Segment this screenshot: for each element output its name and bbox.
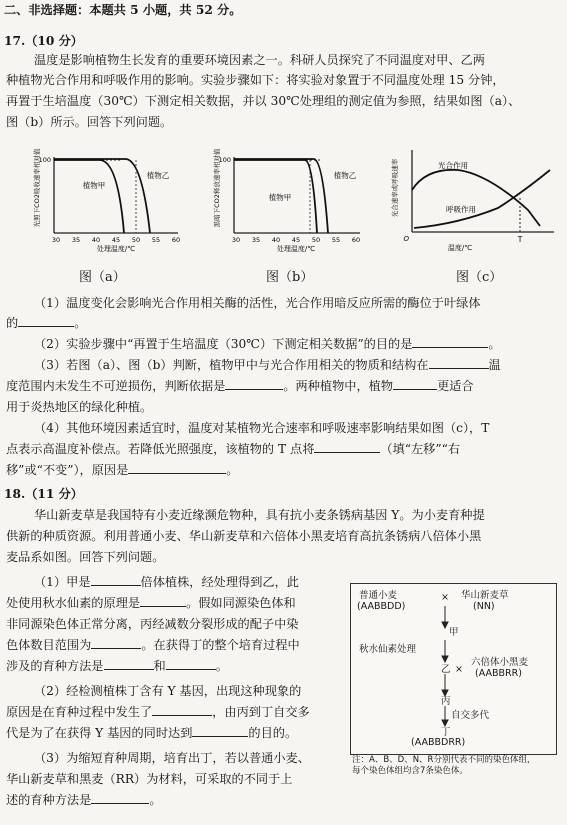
fig-b-xtick: 55 bbox=[331, 236, 341, 244]
q17-3-text: 。两种植物中，植物 bbox=[283, 379, 394, 393]
answer-blank[interactable] bbox=[429, 357, 489, 369]
section-header: 二、非选择题：本题共 5 小题，共 52 分。 bbox=[4, 3, 242, 17]
q18-1-line4 bbox=[6, 637, 300, 653]
flow-final-genome: (AABBDRR) bbox=[411, 737, 466, 748]
q18-1-text: 倍体植株，经处理得到乙，此 bbox=[140, 575, 299, 589]
q17-intro-line2: 种植物光合作用和呼吸作用的影响。实验步骤如下：将实验对象置于不同温度处理 15 分钟， bbox=[6, 73, 505, 87]
q17-3-line1 bbox=[34, 357, 501, 373]
fig-b-label-yi: 植物乙 bbox=[333, 171, 357, 180]
flow-cross: × bbox=[441, 592, 449, 603]
flow-ding: 丁 bbox=[441, 727, 451, 738]
answer-blank[interactable] bbox=[192, 725, 248, 737]
flow-selfing: 自交多代 bbox=[451, 710, 490, 721]
q17-4-line3 bbox=[6, 462, 238, 478]
q18-2-line2 bbox=[6, 704, 310, 720]
flow-triticale: 六倍体小黑麦 bbox=[471, 657, 529, 668]
fig-a-curve-jia bbox=[54, 160, 124, 233]
fig-b-ylabel: 黑暗下CO2释放速率相对值 bbox=[213, 148, 221, 228]
q17-4-line1: （4）其他环境因素适宜时，温度对某植物光合速率和呼吸速率影响结果如图（c），T bbox=[34, 421, 490, 435]
q17-4-text: 点表示高温度补偿点。若降低光照强度，该植物的 T 点将 bbox=[6, 442, 315, 456]
breeding-flowchart bbox=[350, 583, 557, 755]
q17-1-line1: （1）温度变化会影响光合作用相关酶的活性，光合作用暗反应所需的酶位于叶绿体 bbox=[34, 296, 481, 310]
q18-1-text: （1）甲是 bbox=[34, 575, 91, 589]
q18-3-text: 。 bbox=[149, 793, 162, 807]
answer-blank[interactable] bbox=[166, 658, 216, 670]
answer-blank[interactable] bbox=[152, 704, 212, 716]
q18-3-line2: 华山新麦草和黑麦（RR）为材料，可采取的不同于上 bbox=[6, 772, 293, 786]
q17-intro-line4: 图（b）所示。回答下列问题。 bbox=[6, 115, 173, 129]
flow-yi: 乙 bbox=[441, 664, 451, 675]
q17-2-line1 bbox=[34, 336, 501, 352]
fig-a-xtick: 40 bbox=[91, 236, 101, 244]
fig-a-ylabel: 光照下CO2吸收速率相对值 bbox=[33, 148, 41, 228]
q18-1-line1 bbox=[34, 574, 299, 590]
flow-triticale-genome: (AABBRR) bbox=[475, 668, 522, 679]
q18-2-text: 原因是在育种过程中发生了 bbox=[6, 705, 153, 719]
fig-a-caption: 图（a） bbox=[79, 270, 126, 285]
q17-1-line2 bbox=[6, 315, 86, 331]
fig-a-xtick: 50 bbox=[131, 236, 141, 244]
fig-b-caption: 图（b） bbox=[266, 270, 314, 285]
fig-c-curve-photo bbox=[412, 170, 540, 226]
fig-b-xtick: 50 bbox=[311, 236, 321, 244]
fig-c-label-resp: 呼吸作用 bbox=[446, 205, 476, 214]
fig-c-caption: 图（c） bbox=[456, 270, 503, 285]
answer-blank[interactable] bbox=[393, 378, 437, 390]
answer-blank[interactable] bbox=[412, 336, 488, 348]
q18-1-text: 。假如同源染色体和 bbox=[186, 596, 296, 610]
q18-1-line3: 非同源染色体正常分离，丙经减数分裂形成的配子中染 bbox=[6, 617, 299, 631]
q17-3-line3: 用于炎热地区的绿化种植。 bbox=[6, 400, 153, 414]
flow-wheat-genome: (AABBDD) bbox=[357, 601, 406, 612]
q18-1-text: 色体数目范围为 bbox=[6, 638, 92, 652]
fig-a-xtick: 45 bbox=[111, 236, 121, 244]
q18-intro-line1: 华山新麦草是我国特有小麦近缘濒危物种，具有抗小麦条锈病基因 Y。为小麦育种提 bbox=[34, 508, 485, 522]
flow-grass-genome: (NN) bbox=[473, 601, 495, 612]
fig-a-ytick: 100 bbox=[38, 156, 51, 164]
q18-2-text: 代是为了在获得 Y 基因的同时达到 bbox=[6, 726, 193, 740]
fig-b-ytick: 100 bbox=[218, 156, 231, 164]
q18-2-line3 bbox=[6, 725, 297, 741]
q18-1-text: 和 bbox=[153, 659, 166, 673]
q17-4-text: 。 bbox=[226, 463, 239, 477]
q18-1-text: 涉及的育种方法是 bbox=[6, 659, 104, 673]
fig-c-xlabel: 温度/℃ bbox=[447, 244, 473, 252]
fig-a-label-yi: 植物乙 bbox=[146, 171, 170, 180]
figure-b bbox=[210, 143, 375, 255]
answer-blank[interactable] bbox=[91, 637, 141, 649]
answer-blank[interactable] bbox=[314, 441, 380, 453]
figure-c bbox=[388, 140, 560, 255]
q17-2-text: 。 bbox=[488, 337, 501, 351]
q17-intro-line1: 温度是影响植物生长发育的重要环境因素之一。科研人员探究了不同温度对甲、乙两 bbox=[34, 53, 485, 67]
flow-jia: 甲 bbox=[449, 627, 459, 638]
fig-b-xtick: 45 bbox=[291, 236, 301, 244]
answer-blank[interactable] bbox=[18, 315, 74, 327]
q18-3-line3 bbox=[6, 792, 162, 808]
q17-2-text: （2）实验步骤中“再置于生培温度（30℃）下测定相关数据”的目的是 bbox=[34, 337, 413, 351]
flow-bing: 丙 bbox=[441, 696, 451, 707]
answer-blank[interactable] bbox=[91, 574, 141, 586]
q17-3-text: 度范围内未发生不可逆损伤，判断依据是 bbox=[6, 379, 226, 393]
fig-c-label-photo: 光合作用 bbox=[438, 161, 468, 170]
q17-1-text: 的 bbox=[6, 316, 19, 330]
fig-a-xtick: 30 bbox=[51, 236, 61, 244]
q17-3-line2 bbox=[6, 378, 474, 394]
q18-1-line2 bbox=[6, 595, 296, 611]
fig-a-xtick: 60 bbox=[171, 236, 181, 244]
q17-intro-line3: 再置于生培温度（30℃）下测定相关数据，并以 30℃处理组的测定值为参照，结果如图（a）、 bbox=[6, 94, 521, 108]
q18-1-text: 。 bbox=[215, 659, 228, 673]
q17-3-text: 温 bbox=[488, 358, 501, 372]
answer-blank[interactable] bbox=[140, 595, 186, 607]
fig-c-origin: O bbox=[403, 235, 409, 243]
q18-2-text: ，由丙到丁自交多 bbox=[212, 705, 310, 719]
q17-4-text: 移”或“不变”），原因是 bbox=[6, 463, 129, 477]
fig-b-xtick: 35 bbox=[251, 236, 261, 244]
q17-3-text: 更适合 bbox=[437, 379, 474, 393]
flow-grass: 华山新麦草 bbox=[461, 590, 509, 601]
q17-4-line2 bbox=[6, 441, 460, 457]
fig-c-t-label: T bbox=[517, 235, 523, 244]
q18-header: 18.（11 分） bbox=[4, 487, 83, 501]
fig-a-xlabel: 处理温度/℃ bbox=[96, 245, 136, 253]
answer-blank[interactable] bbox=[91, 792, 149, 804]
fig-c-curve-resp bbox=[414, 170, 550, 228]
q18-2-line1: （2）经检测植株丁含有 Y 基因，出现这种现象的 bbox=[34, 684, 302, 698]
figure-a bbox=[30, 143, 190, 255]
fig-b-xlabel: 处理温度/℃ bbox=[276, 245, 316, 253]
answer-blank[interactable] bbox=[104, 658, 154, 670]
q18-1-text: 。在获得丁的整个培育过程中 bbox=[141, 638, 300, 652]
flow-colchicine: 秋水仙素处理 bbox=[359, 644, 417, 655]
q18-3-line1: （3）为缩短育种周期，培育出丁，若以普通小麦、 bbox=[34, 751, 310, 765]
fig-b-label-jia: 植物甲 bbox=[268, 193, 292, 202]
fig-b-xtick: 40 bbox=[271, 236, 281, 244]
fig-c-ylabel: 光合速率或呼吸速率 bbox=[391, 158, 399, 218]
q18-1-text: 处使用秋水仙素的原理是 bbox=[6, 596, 141, 610]
answer-blank[interactable] bbox=[128, 462, 226, 474]
q18-1-line5 bbox=[6, 658, 228, 674]
q17-3-text: （3）若图（a）、图（b）判断，植物甲中与光合作用相关的物质和结构在 bbox=[34, 358, 429, 372]
fig-b-xtick: 30 bbox=[231, 236, 241, 244]
flow-wheat: 普通小麦 bbox=[359, 590, 398, 601]
q18-intro-line2: 供新的种质资源。利用普通小麦、华山新麦草和六倍体小黑麦培育高抗条锈病八倍体小黑 bbox=[6, 529, 482, 543]
q17-1-text: 。 bbox=[74, 316, 87, 330]
fig-a-xtick: 55 bbox=[151, 236, 161, 244]
q17-header: 17.（10 分） bbox=[4, 34, 83, 48]
fig-b-xtick: 60 bbox=[351, 236, 361, 244]
q18-intro-line3: 麦品系如图。回答下列问题。 bbox=[6, 550, 165, 564]
flow-cross-2: × bbox=[455, 664, 463, 675]
flow-note-2: 每个染色体组均含7条染色体。 bbox=[352, 766, 468, 776]
answer-blank[interactable] bbox=[225, 378, 283, 390]
fig-a-xtick: 35 bbox=[71, 236, 81, 244]
fig-a-label-jia: 植物甲 bbox=[82, 181, 106, 190]
flow-note-1: 注：A、B、D、N、R分别代表不同的染色体组， bbox=[352, 755, 536, 765]
q18-3-text: 述的育种方法是 bbox=[6, 793, 92, 807]
q17-4-text: （填“左移”“右 bbox=[380, 442, 461, 456]
q18-2-text: 的目的。 bbox=[248, 726, 298, 740]
